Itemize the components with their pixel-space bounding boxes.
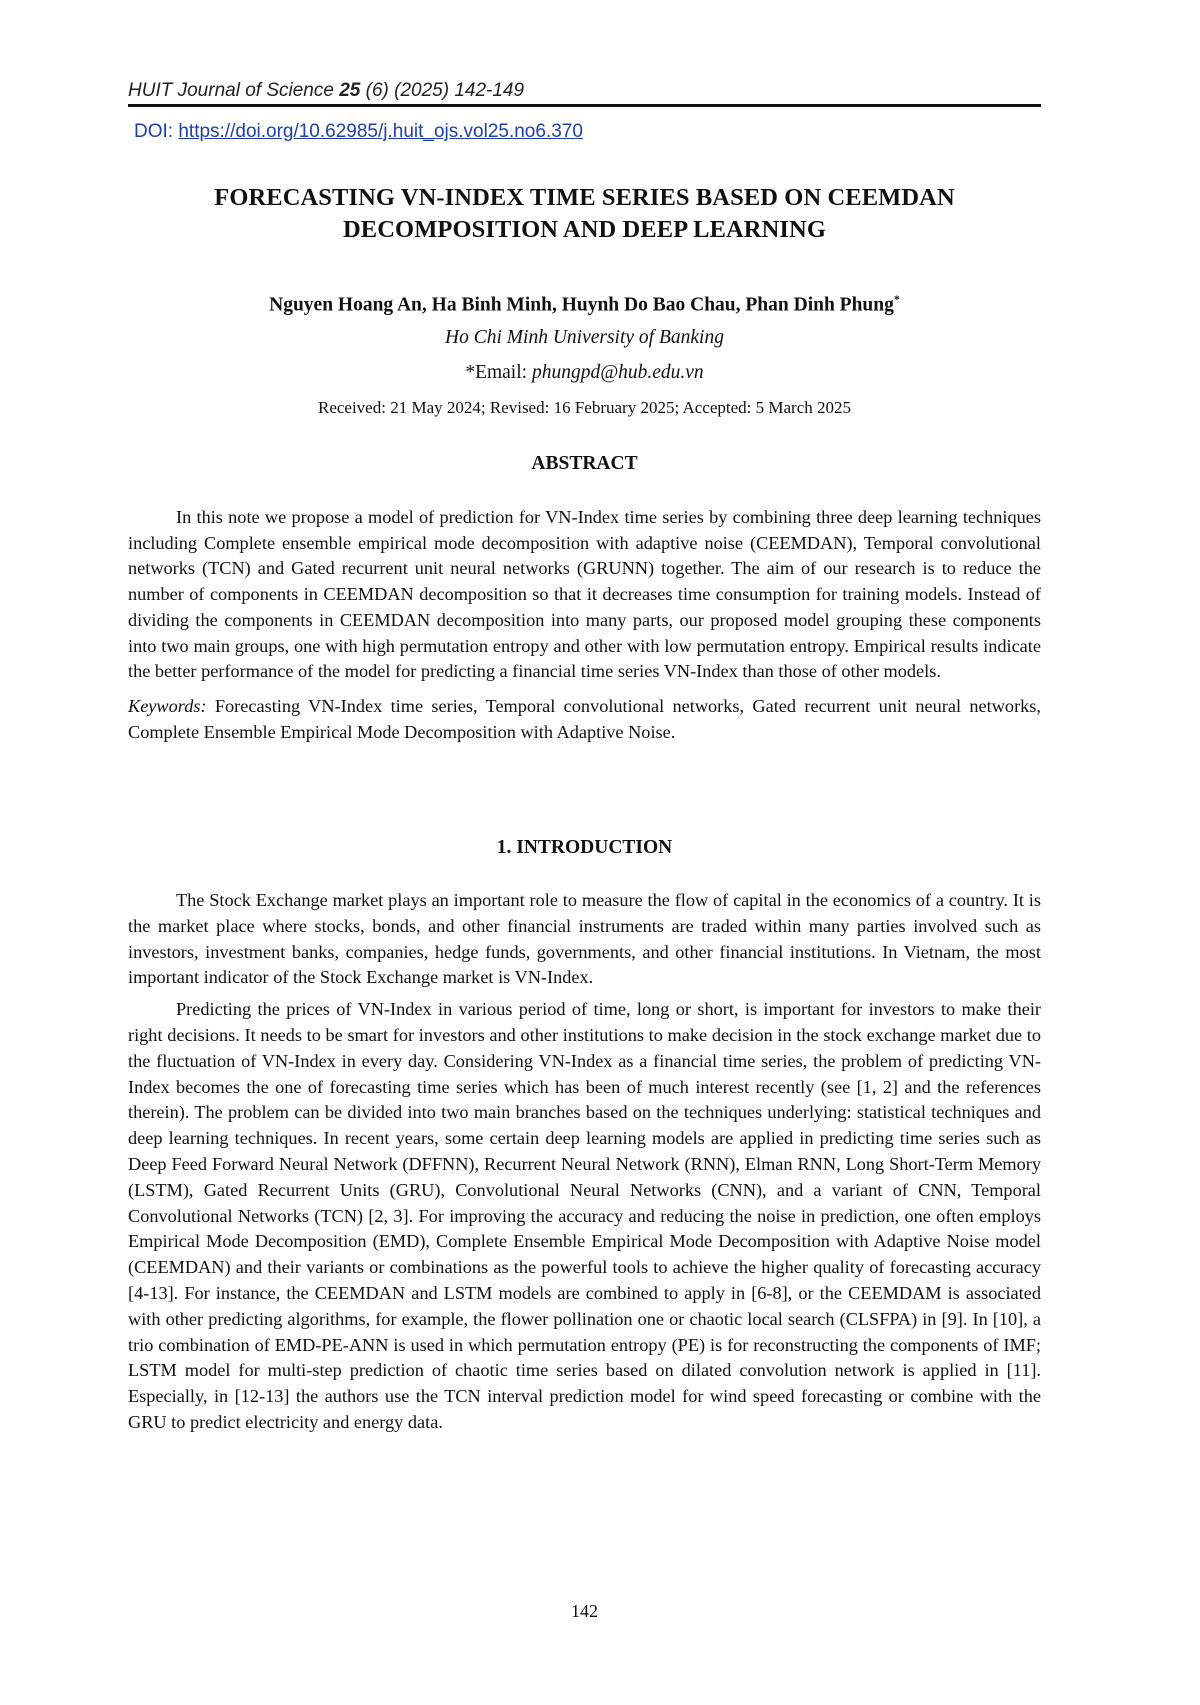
title-line-1: FORECASTING VN-INDEX TIME SERIES BASED ON CEEMDAN <box>214 184 955 211</box>
abstract-heading: ABSTRACT <box>531 453 638 474</box>
journal-issue-pages: (6) (2025) 142-149 <box>360 80 525 101</box>
title-line-2: DECOMPOSITION AND DEEP LEARNING <box>343 216 826 243</box>
corresponding-mark: * <box>893 292 900 306</box>
submission-dates: Received: 21 May 2024; Revised: 16 February 2025; Accepted: 5 March 2025 <box>317 398 852 417</box>
journal-citation <box>128 80 524 102</box>
doi-link[interactable]: https://doi.org/10.62985/j.huit_ojs.vol25.no6.370 <box>178 121 583 142</box>
keywords <box>128 694 1041 745</box>
introduction-body <box>128 888 1041 1442</box>
abstract-body <box>128 505 1041 745</box>
paper-title <box>128 182 1041 246</box>
affiliation: Ho Chi Minh University of Banking <box>445 327 724 348</box>
journal-prefix: HUIT Journal of Science <box>128 80 340 101</box>
email-line <box>128 362 1041 384</box>
header-rule <box>128 104 1041 107</box>
doi-line <box>134 121 583 143</box>
keywords-label: Keywords: <box>128 695 207 716</box>
journal-volume: 25 <box>339 80 361 101</box>
email-label: *Email: <box>465 362 532 383</box>
intro-paragraph-2: Predicting the prices of VN-Index in various period of time, long or short, is important for investors to make their right decisions. It needs to be smart for investors and other institutions to make decision in the stock exchange market due to the fluctuation of VN-Index in every day. Considering VN-Index as a financial time series, the problem of predicting VN-Index becomes the one of forecasting time series which has been of much interest recently (see [1, 2] and the references therein). The problem can be divided into two main branches based on the techniques underlying: statistical techniques and deep learning techniques. In recent years, some certain deep learning models are applied in predicting time series such as Deep Feed Forward Neural Network (DFFNN), Recurrent Neural Network (RNN), Elman RNN, Long Short-Term Memory (LSTM), Gated Recurrent Units (GRU), Convolutional Neural Networks (CNN), and a variant of CNN, Temporal Convolutional Networks (TCN) [2, 3]. For improving the accuracy and reducing the noise in prediction, one often employs Empirical Mode Decomposition (EMD), Complete Ensemble Empirical Mode Decomposition with Adaptive Noise model (CEEMDAN) and their variants or combinations as the powerful tools to achieve the higher quality of forecasting accuracy [4-13]. For instance, the CEEMDAN and LSTM models are combined to apply in [6-8], or the CEEMDAM is associated with other predicting algorithms, for example, the flower pollination one or chaotic local search (CLSFPA) in [9]. In [10], a trio combination of EMD-PE-ANN is used in which permutation entropy (PE) is for reconstructing the components of IMF; LSTM model for multi-step prediction of chaotic time series based on dilated convolution network is applied in [11]. Especially, in [12-13] the authors use the TCN interval prediction model for wind speed forecasting or combine with the GRU to predict electricity and energy data. <box>128 999 1041 1432</box>
keywords-text: Forecasting VN-Index time series, Temporal convolutional networks, Gated recurrent unit neural networks, Complete Ensemble Empirical Mode Decomposition with Adaptive Noise. <box>128 695 1041 742</box>
abstract-text: In this note we propose a model of prediction for VN-Index time series by combining three deep learning techniques including Complete ensemble empirical mode decomposition with adaptive noise (CEEMDAN), Temporal convolutional networks (TCN) and Gated recurrent unit neural networks (GRUNN) together. The aim of our research is to reduce the number of components in CEEMDAN decomposition so that it decreases time consumption for training models. Instead of dividing the components in CEEMDAN decomposition into many parts, our proposed model grouping these components into two main groups, one with high permutation entropy and other with low permutation entropy. Empirical results indicate the better performance of the model for predicting a financial time series VN-Index than those of other models. <box>128 507 1041 682</box>
author-list <box>128 292 1041 317</box>
section-heading-introduction: 1. INTRODUCTION <box>496 837 673 858</box>
email-address[interactable]: phungpd@hub.edu.vn <box>531 362 704 383</box>
doi-label: DOI: <box>134 121 179 142</box>
intro-paragraph-1: The Stock Exchange market plays an important role to measure the flow of capital in the economics of a country. It is the market place where stocks, bonds, and other financial instruments are traded within many parties involved such as investors, investment banks, companies, hedge funds, governments, and other financial institutions. In Vietnam, the most important indicator of the Stock Exchange market is VN-Index. <box>128 890 1041 988</box>
page-number: 142 <box>571 1601 598 1621</box>
author-names: Nguyen Hoang An, Ha Binh Minh, Huynh Do Bao Chau, Phan Dinh Phung <box>269 294 894 316</box>
